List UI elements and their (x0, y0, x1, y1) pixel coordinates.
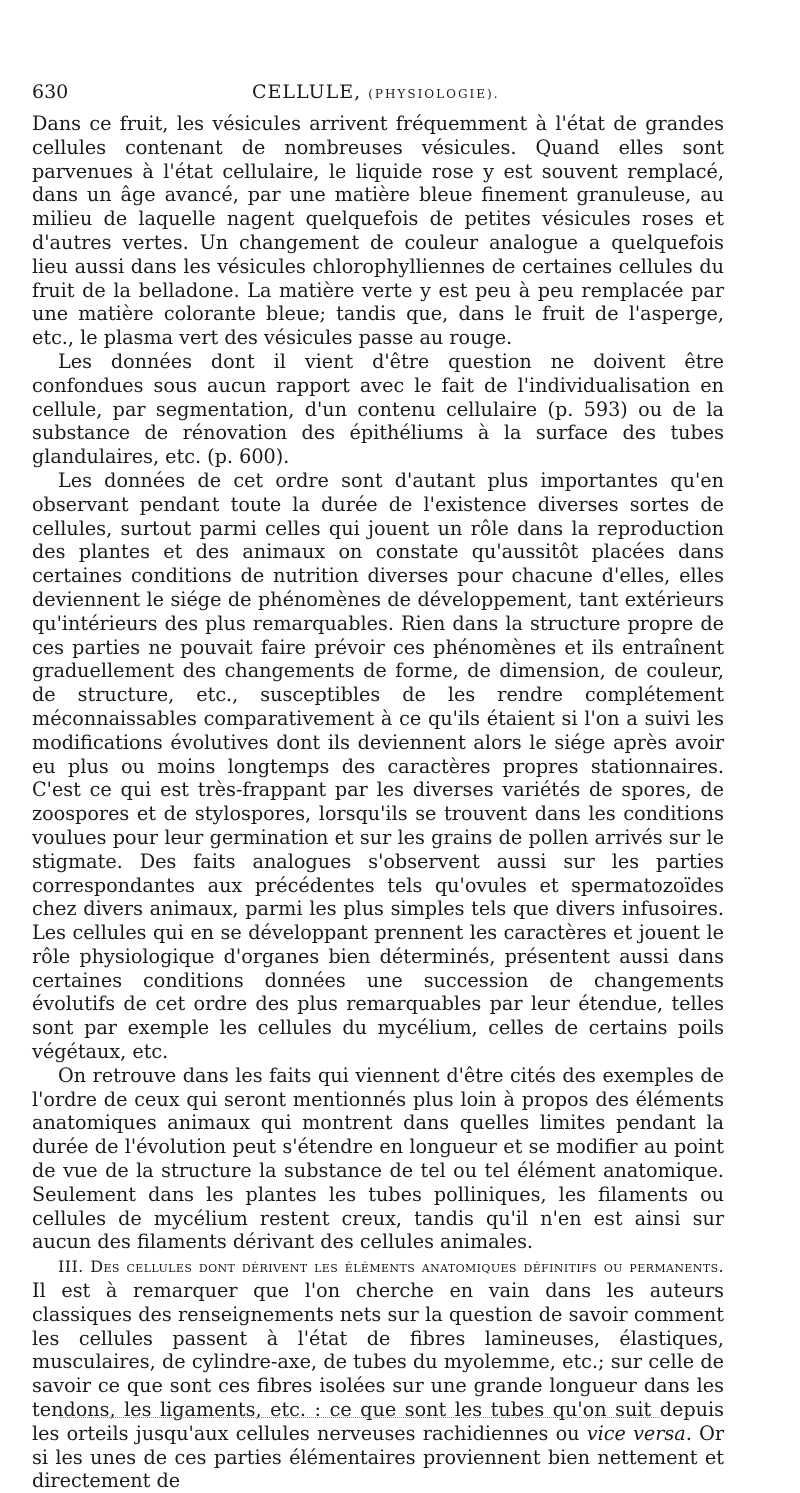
section-text: Il est à remarquer que l'on cherche en vain dans les auteurs classiques des renseignements nets sur la question de savoir comment les cellules passent à l'état de fibres lamineuses, élastiques, musculaires, de cylindre-axe, de tubes du myolemme, etc.; sur celle de savoir ce que sont ces fibres isolées sur une grande longueur dans les tendons, les ligaments, etc. : ce que sont les tubes qu'on suit depuis les orteils jusqu'aux cellules nerveuses rachidiennes ou (32, 1279, 724, 1445)
document-page (32, 78, 724, 1493)
paragraph-1: Dans ce fruit, les vésicules arrivent fréquemment à l'état de grandes cellules contenant de nombreuses vésicules. Quand elles sont parvenues à l'état cellulaire, le liquide rose y est souvent remplacé, dans un âge avancé, par une matière bleue finement granuleuse, au milieu de laquelle nagent quelquefois de petites vésicules roses et d'autres vertes. Un changement de couleur analogue a quelquefois lieu aussi dans les vésicules chlorophylliennes de certaines cellules du fruit de la belladone. La matière verte y est peu à peu remplacée par une matière colorante bleue; tandis que, dans le fruit de l'asperge, etc., le plasma vert des vésicules passe au rouge. (32, 112, 724, 350)
page-number: 630 (32, 81, 69, 103)
running-header (32, 78, 724, 106)
running-title (252, 78, 500, 108)
footer-dotted-rule (60, 1417, 660, 1418)
section-text-end: . Or si les unes de ces parties élémentaires proviennent bien nettement et directement de (32, 1421, 724, 1493)
running-title-main: CELLULE, (252, 81, 362, 103)
section-heading: III. Des cellules dont dérivent les éléments anatomiques définitifs ou permanents. (58, 1257, 724, 1277)
section-iii-paragraph (32, 1254, 724, 1493)
paragraph-4: On retrouve dans les faits qui viennent d'être cités des exemples de l'ordre de ceux qui seront mentionnés plus loin à propos des éléments anatomiques animaux qui montrent dans quelles limites pendant la durée de l'évolution peut s'étendre en longueur et se modifier au point de vue de la structure la substance de tel ou tel élément anatomique. Seulement dans les plantes les tubes polliniques, les filaments ou cellules de mycélium restent creux, tandis qu'il n'en est ainsi sur aucun des filaments dérivant des cellules animales. (32, 1063, 724, 1254)
section-italic-phrase: vice versa (586, 1421, 686, 1445)
body-text (32, 112, 724, 1493)
running-title-subtitle: (PHYSIOLOGIE). (368, 87, 500, 101)
paragraph-3: Les données de cet ordre sont d'autant plus importantes qu'en observant pendant toute la durée de l'existence diverses sortes de cellules, surtout parmi celles qui jouent un rôle dans la reproduction des plantes et des animaux on constate qu'aussitôt placées dans certaines conditions de nutrition diverses pour chacune d'elles, elles deviennent le siége de phénomènes de développement, tant extérieurs qu'intérieurs des plus remarquables. Rien dans la structure propre de ces parties ne pouvait faire prévoir ces phénomènes et ils entraînent graduellement des changements de forme, de dimension, de couleur, de structure, etc., susceptibles de les rendre complétement méconnaissables comparativement à ce qu'ils étaient si l'on a suivi les modifications évolutives dont ils deviennent alors le siége après avoir eu plus ou moins longtemps des caractères propres stationnaires. C'est ce qui est très-frappant par les diverses variétés de spores, de zoospores et de stylospores, lorsqu'ils se trouvent dans les conditions voulues pour leur germination et sur les grains de pollen arrivés sur le stigmate. Des faits analogues s'observent aussi sur les parties correspondantes aux précédentes tels qu'ovules et spermatozoïdes chez divers animaux, parmi les plus simples tels que divers infusoires. Les cellules qui en se développant prennent les caractères et jouent le rôle physiologique d'organes bien déterminés, présentent aussi dans certaines conditions données une succession de changements évolutifs de cet ordre des plus remarquables par leur étendue, telles sont par exemple les cellules du mycélium, celles de certains poils végétaux, etc. (32, 468, 724, 1064)
paragraph-2: Les données dont il vient d'être question ne doivent être confondues sous aucun rapport avec le fait de l'individualisation en cellule, par segmentation, d'un contenu cellulaire (p. 593) ou de la substance de rénovation des épithéliums à la surface des tubes glandulaires, etc. (p. 600). (32, 349, 724, 469)
